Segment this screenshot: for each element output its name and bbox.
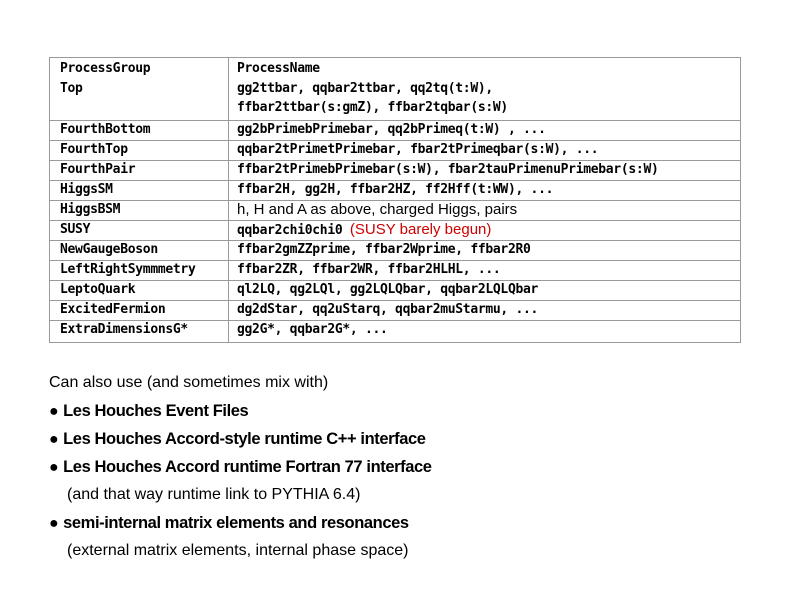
row-name-susy xyxy=(237,220,491,241)
bullet-dot-icon: ● xyxy=(49,403,59,420)
bullet-dot-icon: ● xyxy=(49,515,59,532)
row-group-leftrightsymmetry: LeftRightSymmmetry xyxy=(60,262,196,277)
row-name-fourthpair: ffbar2tPrimebPrimebar(s:W), fbar2tauPrimenuPrimebar(s:W) xyxy=(237,162,659,177)
header-process-group: ProcessGroup xyxy=(60,61,151,76)
notes-intro: Can also use (and sometimes mix with) xyxy=(49,374,329,391)
sub-note-pythia-link: (and that way runtime link to PYTHIA 6.4) xyxy=(67,486,361,503)
row-name-fourthtop: qqbar2tPrimetPrimebar, fbar2tPrimeqbar(s:W), ... xyxy=(237,142,599,157)
row-name-newgaugeboson: ffbar2gmZZprime, ffbar2Wprime, ffbar2R0 xyxy=(237,242,531,257)
row-group-extradimensions: ExtraDimensionsG* xyxy=(60,322,188,337)
row-group-fourthbottom: FourthBottom xyxy=(60,122,151,137)
row-group-susy: SUSY xyxy=(60,222,91,237)
bullet-text: Les Houches Event Files xyxy=(63,402,249,420)
row-group-fourthtop: FourthTop xyxy=(60,142,128,157)
row-name-top-line1: gg2ttbar, qqbar2ttbar, qq2tq(t:W), xyxy=(237,81,493,96)
row-name-higgssm: ffbar2H, gg2H, ffbar2HZ, ff2Hff(t:WW), ... xyxy=(237,182,554,197)
bullet-dot-icon: ● xyxy=(49,431,59,448)
bullet-text: Les Houches Accord runtime Fortran 77 interface xyxy=(63,458,432,476)
susy-note: (SUSY barely begun) xyxy=(349,221,492,238)
row-name-extradimensions: gg2G*, qqbar2G*, ... xyxy=(237,322,388,337)
row-name-higgsbsm: h, H and A as above, charged Higgs, pairs xyxy=(237,201,518,218)
row-group-excitedfermion: ExcitedFermion xyxy=(60,302,166,317)
bullet-dot-icon: ● xyxy=(49,459,59,476)
row-group-top: Top xyxy=(60,81,83,96)
row-group-leptoquark: LeptoQuark xyxy=(60,282,136,297)
row-name-leptoquark: ql2LQ, qg2LQl, gg2LQLQbar, qqbar2LQLQbar xyxy=(237,282,539,297)
bullet-text: Les Houches Accord-style runtime C++ interface xyxy=(63,430,426,448)
header-process-name: ProcessName xyxy=(237,61,320,76)
row-group-higgssm: HiggsSM xyxy=(60,182,113,197)
bullet-cpp-interface xyxy=(49,428,426,451)
row-name-leftrightsymmetry: ffbar2ZR, ffbar2WR, ffbar2HLHL, ... xyxy=(237,262,501,277)
row-name-top-line2: ffbar2ttbar(s:gmZ), ffbar2tqbar(s:W) xyxy=(237,100,508,115)
row-group-fourthpair: FourthPair xyxy=(60,162,136,177)
process-table xyxy=(49,57,741,343)
bullet-les-houches-event-files xyxy=(49,400,248,423)
sub-note-external-matrix: (external matrix elements, internal phase space) xyxy=(67,542,409,559)
row-group-newgaugeboson: NewGaugeBoson xyxy=(60,242,158,257)
row-name-fourthbottom: gg2bPrimebPrimebar, qq2bPrimeq(t:W) , ... xyxy=(237,122,546,137)
bullet-semi-internal xyxy=(49,512,409,535)
row-group-higgsbsm: HiggsBSM xyxy=(60,202,121,217)
row-name-excitedfermion: dg2dStar, qq2uStarq, qqbar2muStarmu, ... xyxy=(237,302,539,317)
bullet-fortran-interface xyxy=(49,456,432,479)
susy-process: qqbar2chi0chi0 xyxy=(237,223,343,238)
bullet-text: semi-internal matrix elements and resonances xyxy=(63,514,409,532)
